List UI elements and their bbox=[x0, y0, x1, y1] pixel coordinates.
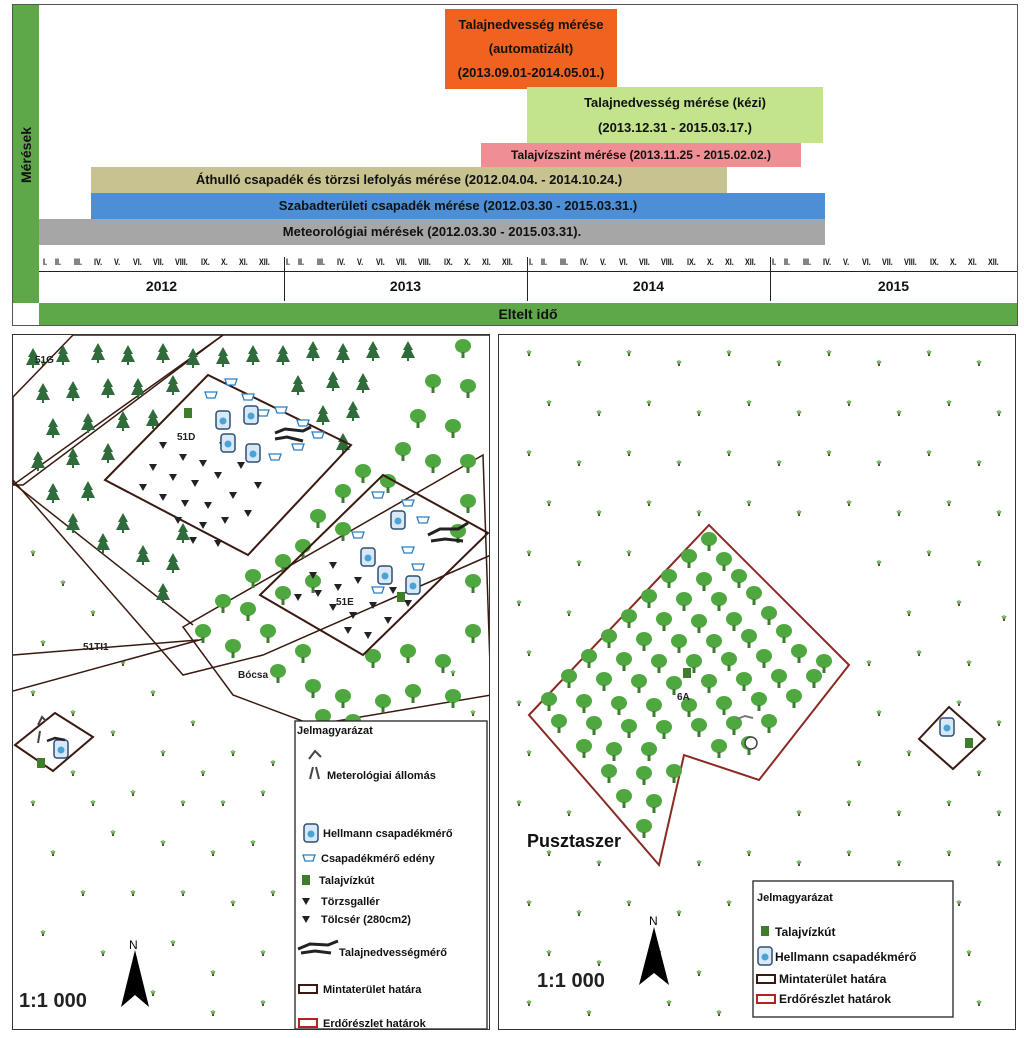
measurement-timeline bbox=[12, 4, 1018, 326]
month-label: XII. bbox=[988, 257, 999, 267]
funnel-markers-51d bbox=[139, 442, 262, 547]
month-label: IV. bbox=[823, 257, 832, 267]
place-label: Pusztaszer bbox=[527, 831, 622, 851]
month-label: V. bbox=[843, 257, 850, 267]
legend-item: Csapadékmérő edény bbox=[321, 853, 435, 865]
month-label: IX. bbox=[687, 257, 696, 267]
month-label: VII. bbox=[396, 257, 407, 267]
month-label: II. bbox=[298, 257, 305, 267]
legend-title: Jelmagyarázat bbox=[757, 892, 833, 904]
month-label: VII. bbox=[882, 257, 893, 267]
forest-compartment-51e bbox=[183, 455, 490, 725]
legend-item: Erdőrészlet határok bbox=[779, 992, 892, 1006]
bar-groundwater bbox=[481, 143, 801, 167]
month-label: III. bbox=[560, 257, 569, 267]
north-label: N bbox=[129, 938, 138, 952]
month-label: VI. bbox=[619, 257, 628, 267]
sample-plot-51d bbox=[105, 375, 351, 555]
month-label: V. bbox=[600, 257, 607, 267]
month-label: VII. bbox=[639, 257, 650, 267]
scale-label: 1:1 000 bbox=[19, 990, 87, 1012]
north-arrow bbox=[121, 938, 149, 1007]
bar-line: Szabadterületi csapadék mérése (2012.03.30 - 2015.03.31.) bbox=[278, 198, 638, 213]
gauge-markers-51e bbox=[352, 492, 468, 602]
month-label: XI. bbox=[725, 257, 734, 267]
month-label: XII. bbox=[745, 257, 756, 267]
map-pusztaszer bbox=[498, 334, 1016, 1030]
map-label-51e: 51E bbox=[336, 597, 354, 608]
month-label: VIII. bbox=[418, 257, 431, 267]
legend-item: Talajvízkút bbox=[319, 875, 375, 887]
map-label-bocsa: Bócsa bbox=[238, 670, 269, 681]
month-label: III. bbox=[803, 257, 812, 267]
month-label: XI. bbox=[239, 257, 248, 267]
month-label: III. bbox=[317, 257, 326, 267]
x-axis-label: Eltelt idő bbox=[39, 303, 1017, 325]
month-label: I. bbox=[286, 257, 291, 267]
forest-compartment-51ti1 bbox=[13, 335, 490, 675]
month-label: XII. bbox=[259, 257, 270, 267]
map-pusztaszer-canvas bbox=[499, 335, 1016, 1030]
legend-item: Tölcsér (280cm2) bbox=[321, 914, 411, 926]
year-label: 2013 bbox=[389, 278, 422, 294]
north-label: N bbox=[649, 914, 658, 928]
north-arrow bbox=[639, 914, 669, 985]
legend-item: Mintaterület határa bbox=[779, 972, 887, 986]
month-label: II. bbox=[55, 257, 62, 267]
map-label-6a: 6A bbox=[677, 692, 690, 703]
scale-label: 1:1 000 bbox=[537, 970, 605, 992]
map-label-51g: 51G bbox=[35, 355, 54, 366]
month-label: XII. bbox=[502, 257, 513, 267]
month-label: XI. bbox=[968, 257, 977, 267]
month-label: VI. bbox=[133, 257, 142, 267]
year-label: 2012 bbox=[145, 278, 178, 294]
bar-line: Talajvízszint mérése (2013.11.25 - 2015.02.02.) bbox=[511, 148, 771, 162]
month-label: I. bbox=[43, 257, 48, 267]
month-label: VII. bbox=[153, 257, 164, 267]
year-label: 2015 bbox=[877, 278, 910, 294]
month-label: X. bbox=[464, 257, 471, 267]
month-label: II. bbox=[784, 257, 791, 267]
map-bocsa bbox=[12, 334, 490, 1030]
bar-line: (2013.12.31 - 2015.03.17.) bbox=[598, 120, 752, 135]
month-label: I. bbox=[529, 257, 534, 267]
bar-line: (2013.09.01-2014.05.01.) bbox=[457, 65, 605, 80]
month-label: VIII. bbox=[661, 257, 674, 267]
legend-item: Talajnedvességmérő bbox=[339, 947, 448, 959]
month-label: X. bbox=[707, 257, 714, 267]
month-label: VIII. bbox=[904, 257, 917, 267]
map-label-51ti1: 51TI1 bbox=[83, 642, 109, 653]
bar-open-precip bbox=[91, 193, 825, 219]
month-label: IV. bbox=[337, 257, 346, 267]
month-label: III. bbox=[74, 257, 83, 267]
bar-throughfall bbox=[91, 167, 727, 193]
month-label: IX. bbox=[201, 257, 210, 267]
month-label: IX. bbox=[930, 257, 939, 267]
y-axis-label-band bbox=[13, 5, 39, 303]
month-label: VI. bbox=[376, 257, 385, 267]
bar-line: (automatizált) bbox=[488, 41, 574, 56]
month-label: XI. bbox=[482, 257, 491, 267]
month-label: X. bbox=[221, 257, 228, 267]
bar-line: Áthulló csapadék és törzsi lefolyás mérése (2012.04.04. - 2014.10.24.) bbox=[195, 172, 623, 187]
sample-plot-right bbox=[919, 707, 985, 769]
legend-item: Hellmann csapadékmérő bbox=[775, 950, 917, 964]
month-label: II. bbox=[541, 257, 548, 267]
bar-line: Talajnedvesség mérése (kézi) bbox=[584, 95, 766, 110]
legend-title: Jelmagyarázat bbox=[297, 725, 373, 737]
bar-soil-moisture-manual bbox=[527, 87, 823, 143]
month-label: IV. bbox=[580, 257, 589, 267]
legend-item: Törzsgallér bbox=[321, 896, 380, 908]
month-label: IX. bbox=[444, 257, 453, 267]
legend-item: Talajvízkút bbox=[775, 925, 836, 939]
month-label: VIII. bbox=[175, 257, 188, 267]
legend-item: Hellmann csapadékmérő bbox=[323, 828, 453, 840]
y-axis-label: Mérések bbox=[18, 126, 34, 184]
month-label: VI. bbox=[862, 257, 871, 267]
month-label: V. bbox=[114, 257, 121, 267]
month-label: V. bbox=[357, 257, 364, 267]
legend-item: Erdőrészlet határok bbox=[323, 1018, 426, 1030]
bar-soil-moisture-auto bbox=[445, 9, 617, 89]
month-label: I. bbox=[772, 257, 777, 267]
map-label-51d: 51D bbox=[177, 432, 196, 443]
legend-item: Mintaterület határa bbox=[323, 984, 422, 996]
bar-line: Talajnedvesség mérése bbox=[458, 17, 604, 32]
bar-line: Meteorológiai mérések (2012.03.30 - 2015.03.31). bbox=[282, 224, 582, 239]
month-label: X. bbox=[950, 257, 957, 267]
forest-boundary-line bbox=[13, 483, 193, 625]
year-label: 2014 bbox=[632, 278, 665, 294]
bar-meteorological bbox=[39, 219, 825, 245]
legend-item: Meterológiai állomás bbox=[327, 770, 436, 782]
map-bocsa-canvas bbox=[13, 335, 490, 1030]
month-label: IV. bbox=[94, 257, 103, 267]
